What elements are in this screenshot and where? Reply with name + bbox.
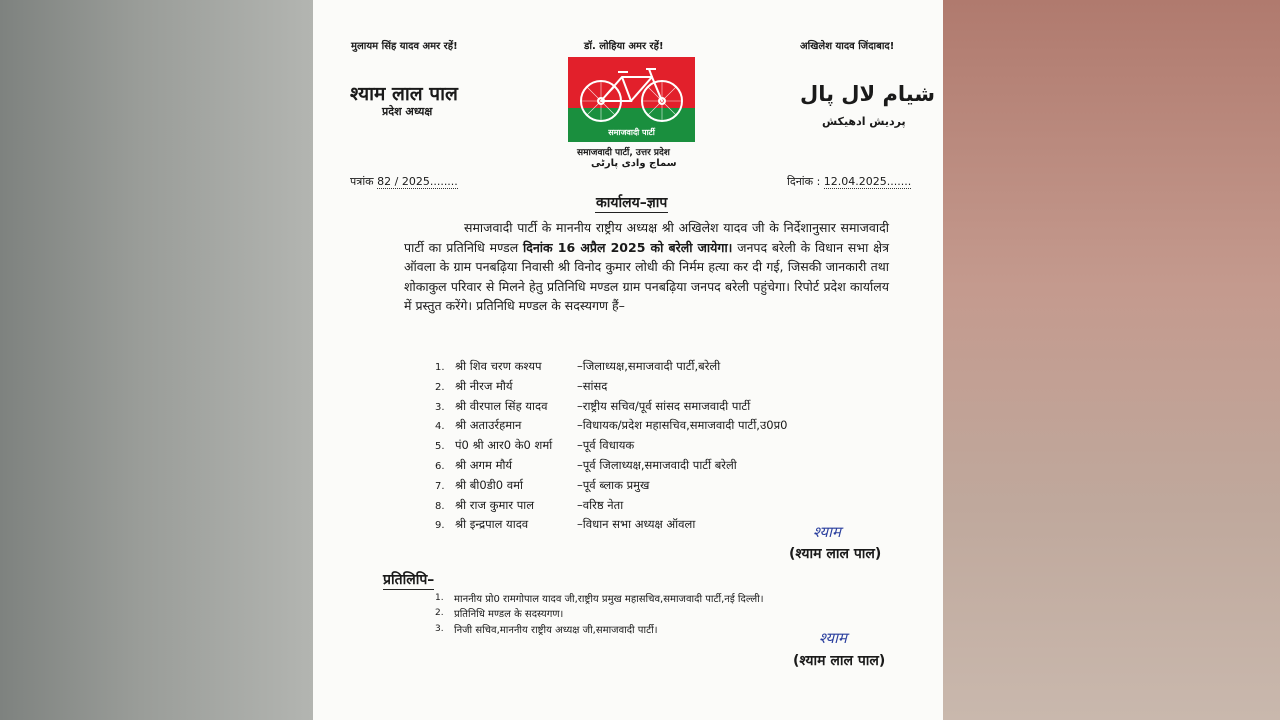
- list-item: 9. श्री इन्द्रपाल यादव –विधान सभा अध्यक्ष ऑवला: [435, 517, 696, 532]
- office-memo-title: कार्यालय–ज्ञाप: [596, 195, 668, 211]
- reference-label: पत्रांक: [350, 175, 374, 188]
- party-name-urdu: سماج وادی پارٹی: [591, 158, 677, 169]
- list-item: 5. पं0 श्री आर0 के0 शर्मा –पूर्व विधायक: [435, 438, 635, 453]
- list-item: 2. श्री नीरज मौर्य –सांसद: [435, 378, 608, 393]
- signature-scribble-bottom: श्याम: [819, 629, 847, 647]
- list-item: 6. श्री अगम मौर्य –पूर्व जिलाध्यक्ष,समाजवादी पार्टी बरेली: [435, 457, 737, 472]
- sender-designation-urdu: پردیش ادھیکش: [822, 115, 906, 128]
- member-list: [435, 359, 895, 537]
- background-right: [943, 0, 1280, 720]
- sender-designation-hindi: प्रदेश अध्यक्ष: [382, 105, 433, 118]
- slogan-center: डॉ. लोहिया अमर रहें!: [584, 41, 664, 52]
- list-item: 8. श्री राज कुमार पाल –वरिष्ठ नेता: [435, 497, 624, 512]
- party-state-line: समाजवादी पार्टी, उत्तर प्रदेश: [577, 148, 670, 158]
- list-item: 3. श्री वीरपाल सिंह यादव –राष्ट्रीय सचिव/पूर्व सांसद समाजवादी पार्टी: [435, 398, 751, 413]
- logo-text: समाजवादी पार्टी: [608, 128, 655, 137]
- copy-to-heading: प्रतिलिपि–: [383, 572, 435, 588]
- list-item: 4. श्री अताउर्रहमान –विधायक/प्रदेश महासचिव,समाजवादी पार्टी,उ0प्र0: [435, 418, 788, 433]
- body-paragraph: समाजवादी पार्टी के माननीय राष्ट्रीय अध्यक्ष श्री अखिलेश यादव जी के निर्देशानुसार समाजवादी पार्टी का प्रतिनिधि मण्डल दिनांक 16 अप्रैल 2025 को बरेली जायेगा। जनपद बरेली के विधान सभा क्षेत्र ऑवला के ग्राम पनबढ़िया निवासी श्री विनोद कुमार लोधी की निर्मम हत्या कर दी गई, जिसकी जानकारी तथा शोकाकुल परिवार से मिलने हेतु प्रतिनिधि मण्डल ग्राम पनबढ़िया जनपद बरेली पहुंचेगा। रिपोर्ट प्रदेश कार्यालय में प्रस्तुत करेंगे। प्रतिनिधि मण्डल के सदस्यगण हैं–: [404, 220, 889, 313]
- reference-value: 82 / 2025........: [377, 175, 458, 188]
- slogan-right: अखिलेश यादव जिंदाबाद!: [800, 41, 895, 52]
- signature-scribble: श्याम: [813, 523, 841, 541]
- sender-name-urdu: شیام لال پال: [800, 82, 935, 106]
- date-value: 12.04.2025.......: [823, 175, 912, 188]
- letter-page: मुलायम सिंह यादव अमर रहें! डॉ. लोहिया अमर रहें! अखिलेश यादव जिंदाबाद! श्याम लाल पाल प्रदेश अध्यक्ष شیام لال پال پردیش ادھیکش समाजवादी पार्टी समाजवादी पार्टी, उत्तर प्रदेश سماج وادی پارٹی पत्रांक 82 / 2025........ दिनांक : 12.04.2025....... कार्यालय–ज्ञाप समाजवादी पार्टी के माननीय राष्ट्रीय अध्यक्ष श्री अखिलेश यादव जी के निर्देशानुसार समाजवादी पार्टी का प्रतिनिधि मण्डल दिनांक 16 अप्रैल 2025 को बरेली जायेगा। जनपद बरेली के विधान सभा क्षेत्र ऑवला के ग्राम पनबढ़िया निवासी श्री विनोद कुमार लोधी की निर्मम हत्या कर दी गई, जिसकी जानकारी तथा शोकाकुल परिवार से मिलने हेतु प्रतिनिधि मण्डल ग्राम पनबढ़िया जनपद बरेली पहुंचेगा। रिपोर्ट प्रदेश कार्यालय में प्रस्तुत करेंगे। प्रतिनिधि मण्डल के सदस्यगण हैं– 1. श्री शिव चरण कश्यप –जिलाध्यक्ष,समाजवादी पार्टी,बरेली 2. श्री नीरज मौर्य –सांसद 3. श्री वीरपाल सिंह यादव –राष्ट्रीय सचिव/पूर्व सांसद समाजवादी पार्टी 4. श्री अताउर्रहमान –विधायक/प्रदेश महासचिव,समाजवादी पार्टी,उ0प्र0 5. पं0 श्री आर0 के0 शर्मा –पूर्व विधायक 6. श्री अगम मौर्य –पूर्व जिलाध्यक्ष,समाजवादी पार्टी बरेली 7. श्री बी0डी0 वर्मा –पूर्व ब्लाक प्रमुख 8. श्री राज कुमार पाल –वरिष्ठ नेता 9. श्री इन्द्रपाल यादव –विधान सभा अध्यक्ष ऑवला श्याम (श्याम लाल पाल) प्रतिलिपि– 1. माननीय प्रो0 रामगोपाल यादव जी,राष्ट्रीय प्रमुख महासचिव,समाजवादी पार्टी,नई दिल्ली। 2. प्रतिनिधि मण्डल के सदस्यगण। 3. निजी सचिव,माननीय राष्ट्रीय अध्यक्ष जी,समाजवादी पार्टी। श्याम (श्याम लाल पाल): [313, 0, 943, 720]
- background-left: [0, 0, 313, 720]
- visit-date-highlight: दिनांक 16 अप्रैल 2025 को बरेली जायेगा।: [522, 239, 733, 255]
- slogan-left: मुलायम सिंह यादव अमर रहें!: [351, 41, 458, 52]
- list-item: 7. श्री बी0डी0 वर्मा –पूर्व ब्लाक प्रमुख: [435, 477, 650, 492]
- sender-name-hindi: श्याम लाल पाल: [350, 83, 458, 105]
- list-item: 1. श्री शिव चरण कश्यप –जिलाध्यक्ष,समाजवादी पार्टी,बरेली: [435, 359, 721, 373]
- date-label: दिनांक :: [787, 175, 821, 188]
- reference-number: [350, 174, 458, 189]
- letter-date: [787, 174, 911, 189]
- signatory-name-bottom: (श्याम लाल पाल): [793, 653, 886, 669]
- signatory-name: (श्याम लाल पाल): [789, 546, 882, 562]
- bicycle-icon: [574, 63, 689, 125]
- party-logo: [568, 57, 695, 142]
